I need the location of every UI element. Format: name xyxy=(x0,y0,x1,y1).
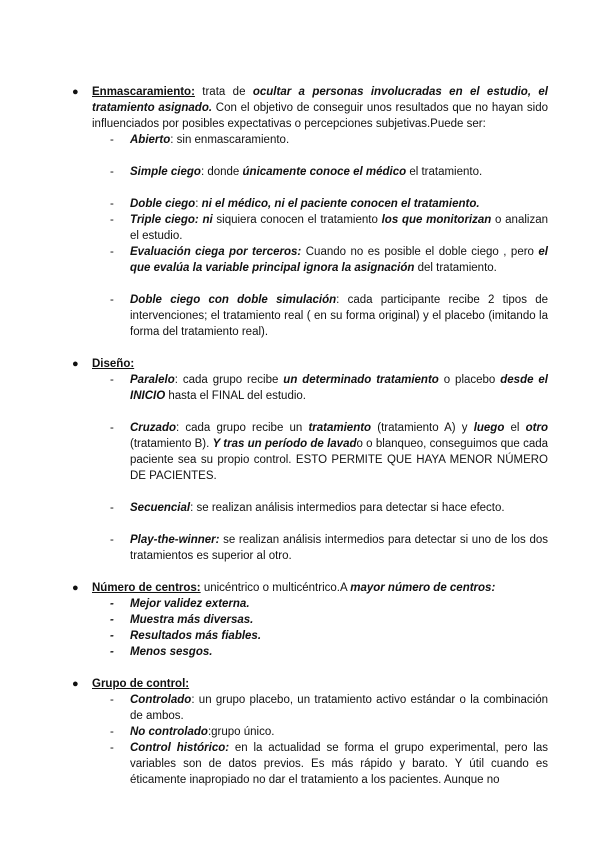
dash-marker: - xyxy=(110,598,114,610)
dash-marker: - xyxy=(110,134,114,146)
dash-marker: - xyxy=(110,246,114,258)
section-diseno xyxy=(72,356,548,564)
bullet-icon: ● xyxy=(72,678,79,690)
list-item-controlado: - Controlado: un grupo placebo, un tratamiento activo estándar o la combinación de ambos. xyxy=(110,694,548,722)
dash-marker: - xyxy=(110,422,114,434)
list-item-doble-ciego: - Doble ciego: ni el médico, ni el paciente conocen el tratamiento. xyxy=(110,198,480,210)
dash-marker: - xyxy=(110,214,114,226)
section-heading: Diseño: xyxy=(92,358,135,370)
dash-marker: - xyxy=(110,614,114,626)
enmascaramiento-intro: Enmascaramiento: trata de ocultar a personas involucradas en el estudio, el tratamiento asignado. Con el objetivo de conseguir unos resultados que no hayan sido influenciados por posibles expectativas o percepciones subjetivas.Puede ser: xyxy=(92,86,548,130)
section-heading: Número de centros: xyxy=(92,582,201,594)
list-item-paralelo: - Paralelo: cada grupo recibe un determinado tratamiento o placebo desde el INICIO hasta el FINAL del estudio. xyxy=(110,374,548,402)
list-item-sesgos: - Menos sesgos. xyxy=(110,646,213,658)
list-item-secuencial: - Secuencial: se realizan análisis intermedios para detectar si hace efecto. xyxy=(110,502,505,514)
list-item-abierto: - Abierto: sin enmascaramiento. xyxy=(110,134,290,146)
diseno-heading-line xyxy=(92,356,548,372)
dash-marker: - xyxy=(110,374,114,386)
dash-marker: - xyxy=(110,166,114,178)
control-heading-line xyxy=(92,676,548,692)
dash-marker: - xyxy=(110,534,114,546)
centros-intro: Número de centros: unicéntrico o multicéntrico.A mayor número de centros: xyxy=(92,582,496,594)
dash-marker: - xyxy=(110,630,114,642)
dash-marker: - xyxy=(110,646,114,658)
list-item-no-controlado: - No controlado:grupo único. xyxy=(110,726,275,738)
list-item-evaluacion-terceros: - Evaluación ciega por terceros: Cuando no es posible el doble ciego , pero el que evalúa la variable principal ignora la asignación del tratamiento. xyxy=(110,246,548,274)
section-heading: Enmascaramiento: xyxy=(92,86,195,98)
dash-marker: - xyxy=(110,742,114,754)
dash-marker: - xyxy=(110,726,114,738)
section-heading: Grupo de control: xyxy=(92,678,190,690)
bullet-icon: ● xyxy=(72,358,79,370)
section-grupo-control xyxy=(72,676,548,788)
dash-marker: - xyxy=(110,198,114,210)
section-enmascaramiento xyxy=(72,84,548,340)
list-item-muestra: - Muestra más diversas. xyxy=(110,614,254,626)
list-item-resultados: - Resultados más fiables. xyxy=(110,630,262,642)
list-item-doble-simulacion: - Doble ciego con doble simulación: cada participante recibe 2 tipos de intervenciones; el tratamiento real ( en su forma original) y el placebo (imitando la forma del tratamiento real). xyxy=(110,294,548,338)
dash-marker: - xyxy=(110,502,114,514)
dash-marker: - xyxy=(110,694,114,706)
bullet-icon: ● xyxy=(72,582,79,594)
section-numero-centros xyxy=(72,580,548,660)
bullet-icon: ● xyxy=(72,86,79,98)
list-item-control-historico: - Control histórico: en la actualidad se forma el grupo experimental, pero las variables son de datos previos. Es más rápido y barato. Y útil cuando es éticamente inapropiado no dar el tratamiento a los pacientes. Aunque no xyxy=(110,742,548,786)
list-item-cruzado: - Cruzado: cada grupo recibe un tratamiento (tratamiento A) y luego el otro (tratamiento B). Y tras un período de lavado o blanqueo, conseguimos que cada paciente sea su propio control. ESTO PERMITE QUE HAYA MENOR NÚMERO DE PACIENTES. xyxy=(110,422,549,482)
list-item-play-the-winner: - Play-the-winner: se realizan análisis intermedios para detectar si uno de los dos tratamientos es superior al otro. xyxy=(110,534,548,562)
list-item-simple-ciego: - Simple ciego: donde únicamente conoce el médico el tratamiento. xyxy=(110,166,483,178)
list-item-triple-ciego: - Triple ciego: ni siquiera conocen el tratamiento los que monitorizan o analizan el estudio. xyxy=(110,214,549,242)
dash-marker: - xyxy=(110,294,114,306)
list-item-validez: - Mejor validez externa. xyxy=(110,598,250,610)
